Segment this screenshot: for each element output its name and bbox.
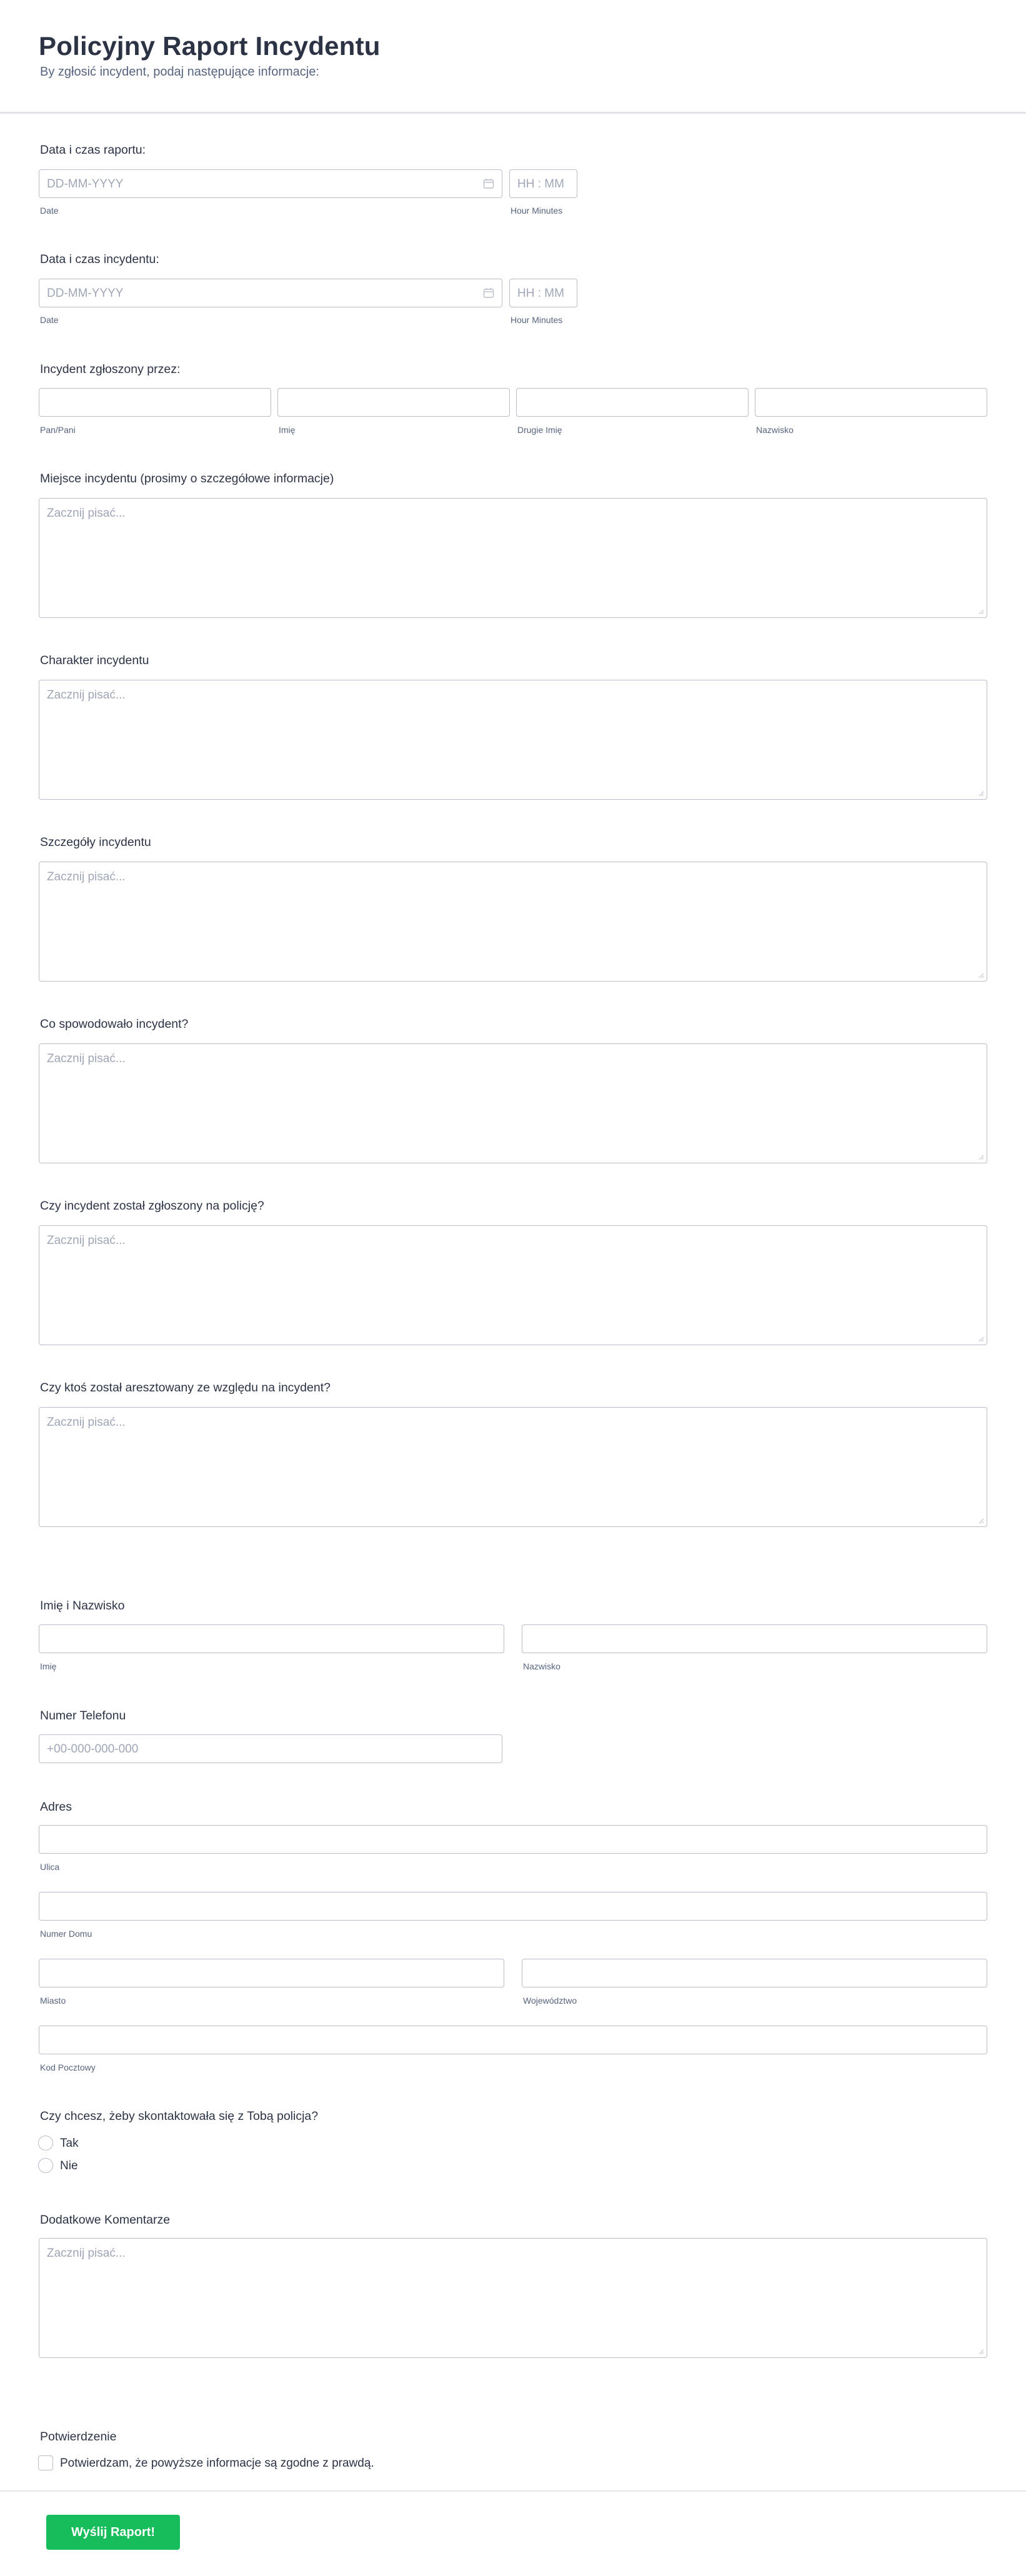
phone-placeholder: +00-000-000-000 — [47, 1743, 139, 1756]
resize-handle-icon[interactable] — [978, 790, 984, 797]
zip-input[interactable] — [39, 2026, 987, 2054]
zip-sublabel: Kod Pocztowy — [40, 2062, 96, 2072]
incident-time-placeholder: HH : MM — [517, 287, 564, 300]
last-name-input[interactable] — [755, 388, 987, 417]
phone-input[interactable] — [39, 1734, 502, 1763]
form-header — [0, 0, 1026, 114]
textarea-placeholder: Zacznij pisać... — [47, 2247, 126, 2260]
full-name-last-input[interactable] — [522, 1624, 987, 1653]
confirmation-checkbox-label[interactable]: Potwierdzam, że powyższe informacje są zgodne z prawdą. — [60, 2457, 374, 2470]
incident-nature-textarea[interactable] — [39, 680, 987, 800]
incident-date-sublabel: Date — [40, 315, 59, 325]
report-date-sublabel: Date — [40, 206, 59, 216]
textarea-placeholder: Zacznij pisać... — [47, 1416, 126, 1429]
reported-by-label: Incydent zgłoszony przez: — [40, 362, 181, 376]
incident-datetime-label: Data i czas incydentu: — [40, 252, 159, 266]
incident-date-input[interactable] — [39, 279, 502, 307]
full-name-first-sublabel: Imię — [40, 1661, 57, 1671]
arrest-label: Czy ktoś został aresztowany ze względu na incydent? — [40, 1381, 331, 1395]
calendar-icon[interactable] — [483, 178, 494, 189]
report-date-placeholder: DD-MM-YYYY — [47, 177, 124, 191]
comments-textarea[interactable] — [39, 2238, 987, 2358]
state-input[interactable] — [522, 1959, 987, 1987]
incident-location-textarea[interactable] — [39, 498, 987, 618]
contact-question-label: Czy chcesz, żeby skontaktowała się z Tobą policja? — [40, 2109, 319, 2123]
textarea-placeholder: Zacznij pisać... — [47, 1234, 126, 1247]
city-input[interactable] — [39, 1959, 504, 1987]
street-input[interactable] — [39, 1825, 987, 1854]
report-date-input[interactable] — [39, 169, 502, 198]
form-title: Policyjny Raport Incydentu — [39, 31, 381, 61]
textarea-placeholder: Zacznij pisać... — [47, 1052, 126, 1065]
last-name-sublabel: Nazwisko — [756, 425, 794, 435]
submit-button[interactable]: Wyślij Raport! — [46, 2515, 180, 2550]
incident-details-textarea[interactable] — [39, 862, 987, 982]
incident-cause-label: Co spowodowało incydent? — [40, 1017, 189, 1031]
report-time-input[interactable] — [509, 169, 577, 198]
phone-label: Numer Telefonu — [40, 1709, 126, 1723]
incident-nature-label: Charakter incydentu — [40, 654, 149, 667]
city-sublabel: Miasto — [40, 1996, 66, 2006]
radio-yes[interactable] — [38, 2136, 53, 2151]
incident-time-input[interactable] — [509, 279, 577, 307]
first-name-input[interactable] — [277, 388, 510, 417]
report-datetime-label: Data i czas raportu: — [40, 143, 146, 157]
calendar-icon[interactable] — [483, 287, 494, 299]
radio-yes-label[interactable]: Tak — [60, 2137, 79, 2150]
confirmation-checkbox[interactable] — [38, 2455, 53, 2470]
house-number-sublabel: Numer Domu — [40, 1929, 92, 1939]
resize-handle-icon[interactable] — [978, 972, 984, 978]
middle-name-sublabel: Drugie Imię — [517, 425, 562, 435]
full-name-first-input[interactable] — [39, 1624, 504, 1653]
comments-label: Dodatkowe Komentarze — [40, 2213, 171, 2227]
arrest-textarea[interactable] — [39, 1407, 987, 1527]
incident-cause-textarea[interactable] — [39, 1043, 987, 1163]
report-time-sublabel: Hour Minutes — [511, 206, 563, 216]
house-number-input[interactable] — [39, 1892, 987, 1921]
confirmation-label: Potwierdzenie — [40, 2430, 117, 2444]
textarea-placeholder: Zacznij pisać... — [47, 507, 126, 520]
radio-no-label[interactable]: Nie — [60, 2159, 78, 2172]
footer-divider — [0, 2490, 1026, 2492]
full-name-label: Imię i Nazwisko — [40, 1599, 125, 1613]
resize-handle-icon[interactable] — [978, 1518, 984, 1524]
state-sublabel: Województwo — [523, 1996, 577, 2006]
full-name-last-sublabel: Nazwisko — [523, 1661, 560, 1671]
address-label: Adres — [40, 1800, 72, 1814]
incident-details-label: Szczegóły incydentu — [40, 835, 151, 849]
incident-location-label: Miejsce incydentu (prosimy o szczegółowe informacje) — [40, 472, 334, 485]
police-reported-textarea[interactable] — [39, 1225, 987, 1345]
incident-time-sublabel: Hour Minutes — [511, 315, 563, 325]
form-subtitle: By zgłosić incydent, podaj następujące informacje: — [40, 65, 319, 79]
incident-date-placeholder: DD-MM-YYYY — [47, 287, 124, 300]
street-sublabel: Ulica — [40, 1862, 60, 1872]
resize-handle-icon[interactable] — [978, 609, 984, 615]
prefix-sublabel: Pan/Pani — [40, 425, 76, 435]
prefix-input[interactable] — [39, 388, 271, 417]
radio-no[interactable] — [38, 2158, 53, 2173]
textarea-placeholder: Zacznij pisać... — [47, 689, 126, 702]
resize-handle-icon[interactable] — [978, 1336, 984, 1342]
middle-name-input[interactable] — [516, 388, 749, 417]
report-time-placeholder: HH : MM — [517, 177, 564, 191]
textarea-placeholder: Zacznij pisać... — [47, 870, 126, 883]
first-name-sublabel: Imię — [279, 425, 296, 435]
police-reported-label: Czy incydent został zgłoszony na policję? — [40, 1199, 264, 1213]
resize-handle-icon[interactable] — [978, 2349, 984, 2355]
resize-handle-icon[interactable] — [978, 1154, 984, 1160]
